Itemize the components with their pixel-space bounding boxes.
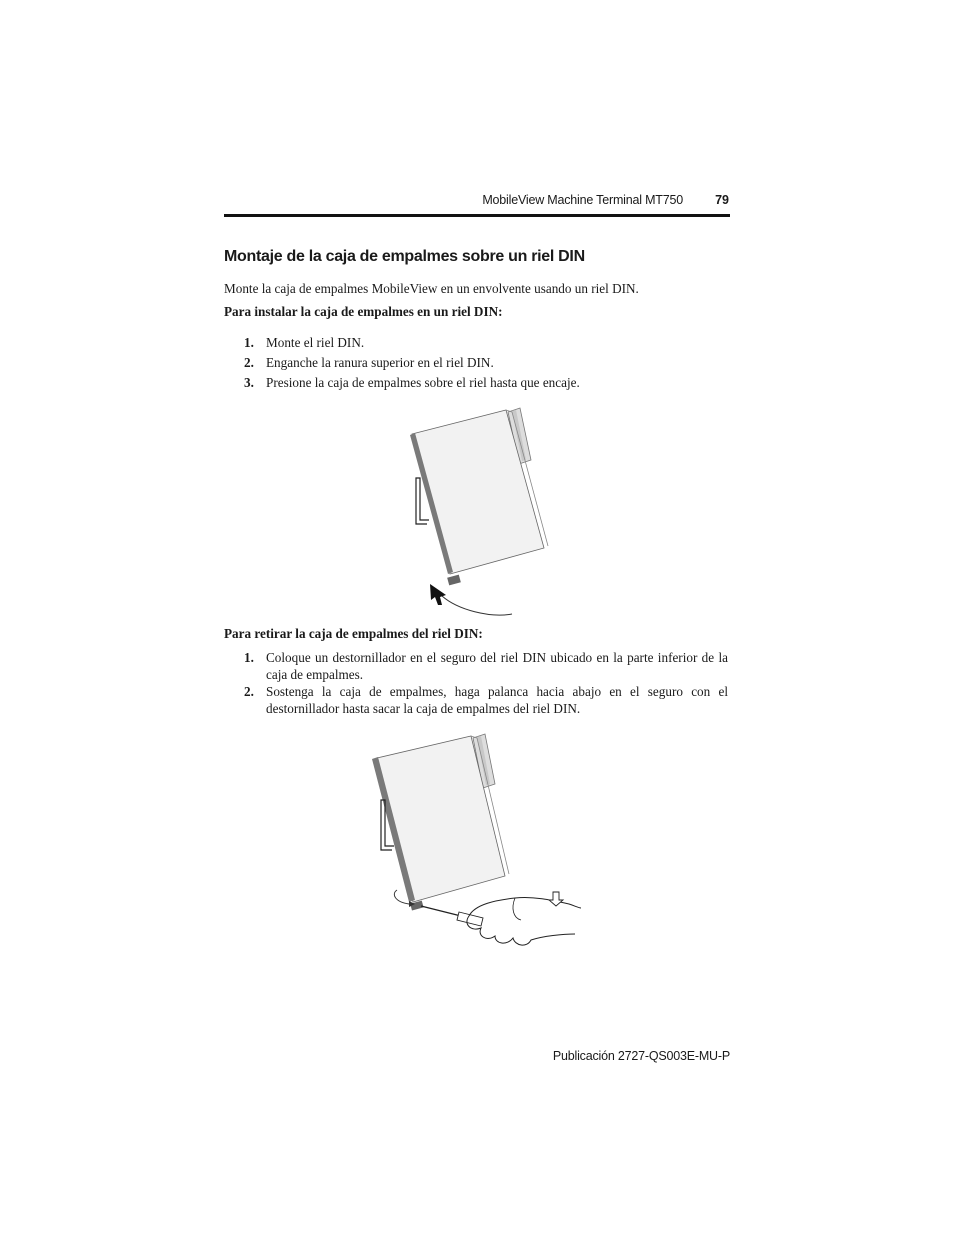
step-number: 1. xyxy=(244,650,254,665)
install-step xyxy=(244,334,728,351)
remove-step xyxy=(244,649,728,683)
header-title: MobileView Machine Terminal MT750 xyxy=(482,193,683,207)
footer-publication: Publicación 2727-QS003E-MU-P xyxy=(552,1049,730,1063)
step-text: Sostenga la caja de empalmes, haga palanca hacia abajo en el seguro con el destornillador hasta sacar la caja de empalmes del riel DIN. xyxy=(266,684,728,716)
removal-illustration xyxy=(365,728,590,958)
step-number: 3. xyxy=(244,375,254,390)
step-number: 2. xyxy=(244,355,254,370)
step-text: Presione la caja de empalmes sobre el riel hasta que encaje. xyxy=(266,375,580,390)
remove-heading: Para retirar la caja de empalmes del riel DIN: xyxy=(224,626,483,641)
page-number: 79 xyxy=(715,193,729,207)
install-step xyxy=(244,374,728,391)
running-header xyxy=(224,193,729,209)
step-number: 1. xyxy=(244,335,254,350)
step-text: Enganche la ranura superior en el riel DIN. xyxy=(266,355,494,370)
step-text: Monte el riel DIN. xyxy=(266,335,365,350)
install-heading: Para instalar la caja de empalmes en un riel DIN: xyxy=(224,304,503,319)
remove-step xyxy=(244,683,728,717)
intro-paragraph: Monte la caja de empalmes MobileView en un envolvente usando un riel DIN. xyxy=(224,281,639,296)
section-title: Montaje de la caja de empalmes sobre un riel DIN xyxy=(224,248,585,265)
install-illustration xyxy=(400,400,560,622)
step-text: Coloque un destornillador en el seguro del riel DIN ubicado en la parte inferior de la caja de empalmes. xyxy=(266,650,728,682)
install-step xyxy=(244,354,728,371)
step-number: 2. xyxy=(244,684,254,699)
header-rule xyxy=(224,214,730,217)
